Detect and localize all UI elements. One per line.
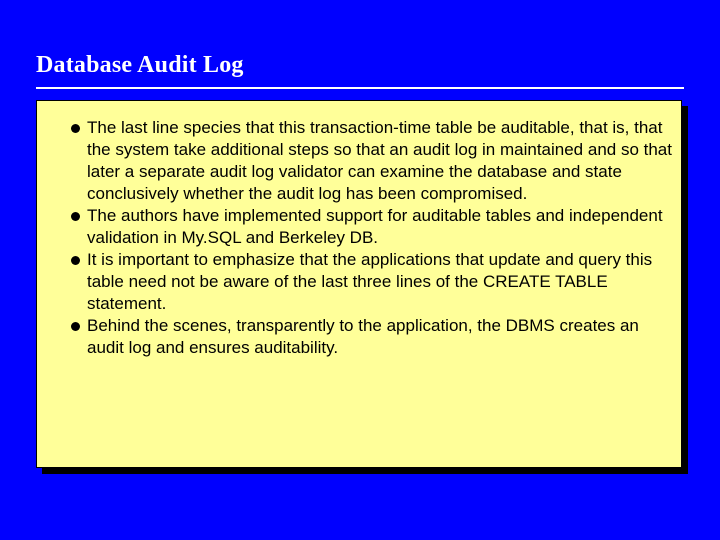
bullet-text: It is important to emphasize that the applications that update and query this table need not be aware of the last three lines of the CREATE TABLE statement. — [87, 250, 653, 313]
bullet-item — [49, 117, 673, 205]
bullet-dot-icon — [71, 322, 80, 331]
bullet-item — [49, 205, 673, 249]
bullet-dot-icon — [71, 124, 80, 133]
bullet-dot-icon — [71, 256, 80, 265]
bullet-text: The last line species that this transaction-time table be auditable, that is, that the system take additional steps so that an audit log in maintained and so that later a separate audit log validator can examine the database and state conclusively whether the audit log has been compromised. — [87, 118, 672, 203]
bullet-text: The authors have implemented support for auditable tables and independent validation in My.SQL and Berkeley DB. — [87, 206, 663, 247]
bullet-text: Behind the scenes, transparently to the application, the DBMS creates an audit log and ensures auditability. — [87, 316, 639, 357]
slide-title: Database Audit Log — [36, 52, 244, 78]
bullet-dot-icon — [71, 212, 80, 221]
content-box — [36, 100, 682, 468]
bullet-item — [49, 315, 673, 359]
bullet-item — [49, 249, 673, 315]
bullet-list — [49, 117, 673, 359]
title-underline — [36, 87, 684, 89]
